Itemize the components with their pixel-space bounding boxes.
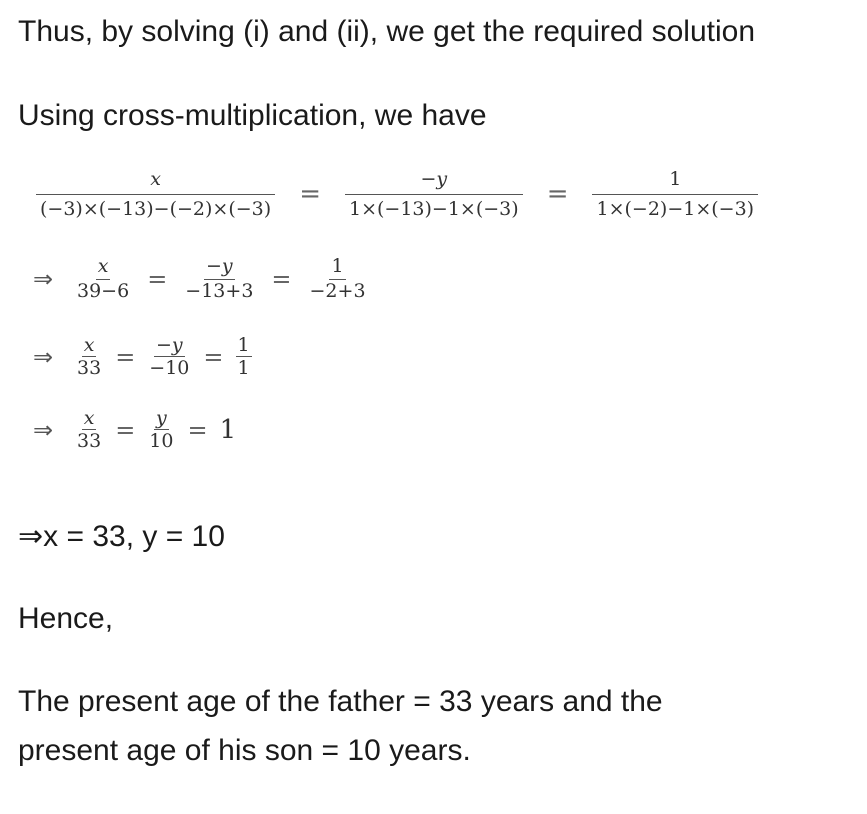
fraction-denominator: 33 <box>77 430 102 452</box>
implies-symbol: ⇒ <box>33 415 54 444</box>
fraction-one <box>236 334 252 379</box>
fraction-numerator: x <box>96 255 111 280</box>
fraction-denominator: 1×(−13)−1×(−3) <box>348 198 519 220</box>
fraction-y <box>147 407 175 452</box>
fraction-numerator: −y <box>156 334 183 356</box>
fraction-numerator: 1 <box>237 334 250 356</box>
fraction-numerator: y <box>156 407 167 429</box>
equation-row-3 <box>0 334 252 379</box>
equals-sign: = <box>299 179 321 209</box>
fraction-numerator: 1 <box>592 168 758 195</box>
equals-sign: = <box>271 264 292 293</box>
equals-sign: = <box>546 179 569 209</box>
equation-rhs: 1 <box>219 414 237 445</box>
fraction-denominator: −2+3 <box>309 280 366 302</box>
intro-text: Thus, by solving (i) and (ii), we get the required solution <box>18 15 756 48</box>
fraction-numerator: −y <box>345 168 523 195</box>
result-text: ⇒x = 33, y = 10 <box>18 520 225 553</box>
fraction-y <box>183 255 255 302</box>
fraction-denominator: (−3)×(−13)−(−2)×(−3) <box>40 198 272 220</box>
conclusion-line-1: The present age of the father = 33 years and the <box>18 685 663 718</box>
fraction-denominator: −13+3 <box>185 280 254 302</box>
equals-sign: = <box>203 342 224 371</box>
equation-row-2 <box>0 255 368 302</box>
fraction-numerator: x <box>83 334 95 356</box>
fraction-x <box>75 334 103 379</box>
fraction-denominator: 10 <box>149 430 174 452</box>
fraction-y <box>347 168 521 220</box>
fraction-numerator: x <box>83 407 95 429</box>
implies-symbol: ⇒ <box>33 342 54 371</box>
fraction-denominator: 1 <box>237 357 250 379</box>
fraction-denominator: 1×(−2)−1×(−3) <box>596 198 755 220</box>
hence-text: Hence, <box>18 602 114 635</box>
fraction-x <box>38 168 273 220</box>
fraction-denominator: −10 <box>149 357 190 379</box>
fraction-denominator: 39−6 <box>77 280 130 302</box>
fraction-numerator: 1 <box>329 255 345 280</box>
fraction-numerator: −y <box>204 255 235 280</box>
fraction-denominator: 33 <box>77 357 102 379</box>
implies-symbol: ⇒ <box>33 264 54 293</box>
cross-multiplication-text: Using cross-multiplication, we have <box>18 99 487 132</box>
conclusion-line-2: present age of his son = 10 years. <box>18 734 471 767</box>
fraction-one <box>594 168 756 220</box>
fraction-numerator: x <box>36 168 275 195</box>
fraction-x <box>75 407 103 452</box>
equation-row-1 <box>38 168 756 220</box>
fraction-one <box>308 255 368 302</box>
equals-sign: = <box>115 342 136 371</box>
equals-sign: = <box>187 415 208 444</box>
equation-row-4 <box>0 407 236 452</box>
equals-sign: = <box>147 264 168 293</box>
equals-sign: = <box>115 415 136 444</box>
fraction-y <box>147 334 191 379</box>
fraction-x <box>75 255 131 302</box>
